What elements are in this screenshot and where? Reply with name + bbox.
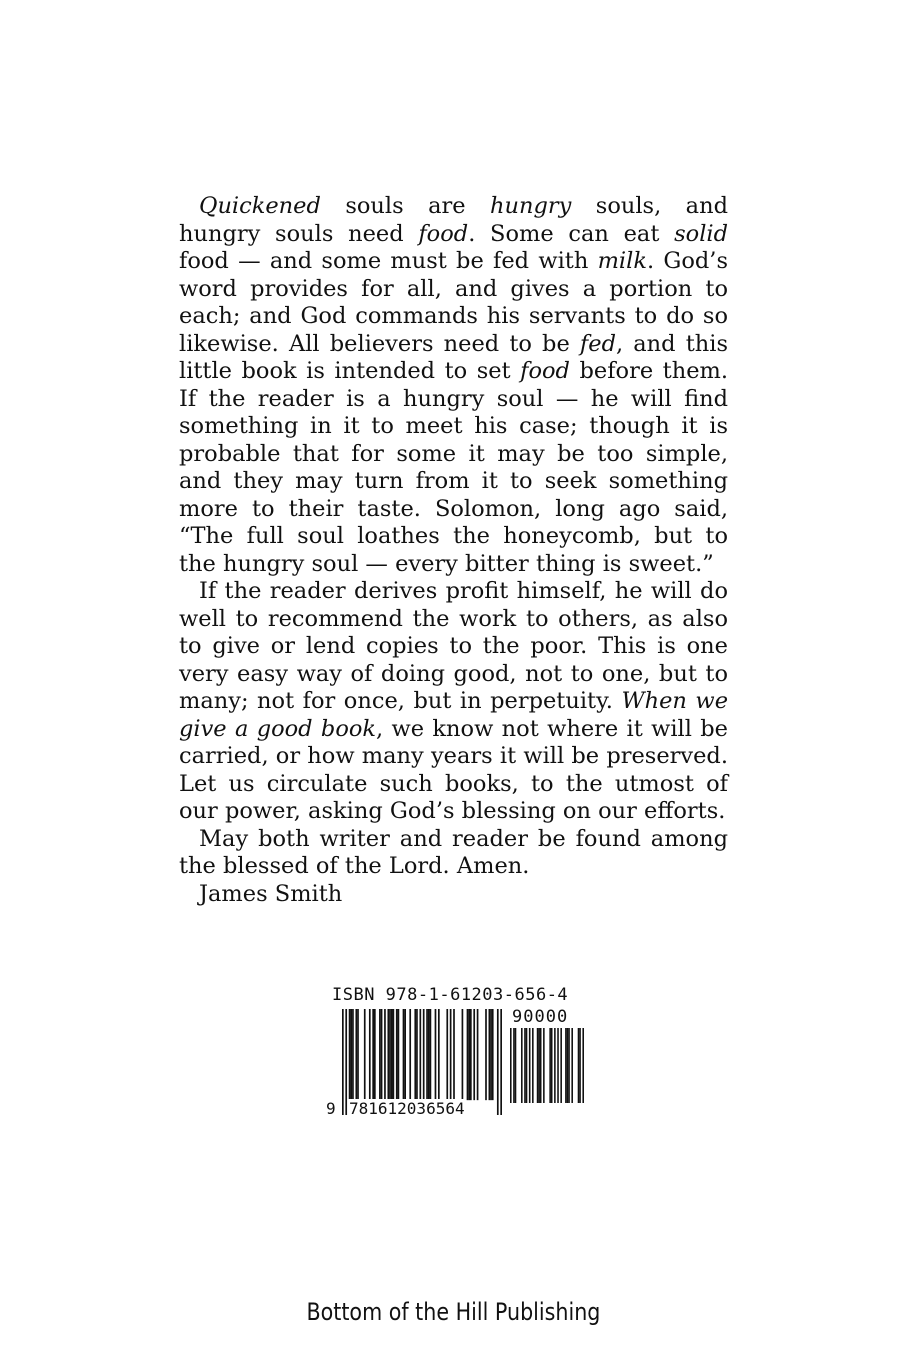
text-run: before them. If the reader is a hungry soul — he will find something in it to meet his case; though it is probable that for some it may be too simple, and they may turn from it to seek something more to their taste. Solomon, long ago said, “The full soul loathes the honeycomb, but to the hungry soul — every bitter thing is sweet.”	[179, 358, 728, 577]
author-signature: James Smith	[199, 880, 343, 907]
barcode-bar	[473, 1009, 475, 1100]
preface-text	[179, 193, 728, 908]
barcode-bar	[490, 1009, 492, 1100]
italic-run: milk	[597, 248, 647, 274]
isbn-barcode	[326, 985, 596, 1135]
paragraph-3	[179, 826, 728, 881]
barcode-bar	[355, 1009, 357, 1100]
barcode-bar	[450, 1009, 452, 1100]
addon-bar	[579, 1028, 581, 1103]
italic-run: food	[520, 358, 570, 384]
text-run: , we know not where it will be carried, or how many years it will be preserved. Let us circulate such books, to the utmost of our power, asking God’s blessing on our efforts.	[179, 715, 728, 824]
barcode-bar	[403, 1009, 405, 1100]
addon-bar	[526, 1028, 528, 1103]
addon-bar	[567, 1028, 569, 1103]
barcode-bar	[468, 1009, 470, 1100]
addon-bar	[515, 1028, 517, 1103]
barcode-bar	[414, 1009, 416, 1100]
barcode-bar	[372, 1009, 374, 1100]
barcode-bar	[477, 1009, 479, 1100]
barcode-digits: 781612036564	[349, 1099, 465, 1118]
publisher-name: Bottom of the Hill Publishing	[306, 1298, 601, 1326]
addon-bar	[568, 1028, 570, 1103]
text-run: souls, and hungry souls need	[179, 193, 728, 247]
addon-bar	[578, 1028, 580, 1103]
barcode-bar	[416, 1009, 418, 1100]
barcode-bar	[379, 1009, 381, 1100]
barcode-bar	[396, 1009, 398, 1100]
text-run: If the reader derives profit himself, he will do well to recommend the work to others, as also to give or lend copies to the poor. This is one very easy way of doing good, not to one, but to many; not for once, but in perpetuity.	[179, 578, 728, 714]
addon-bar	[537, 1028, 539, 1103]
barcode-bar	[426, 1009, 428, 1100]
barcode-bar	[404, 1009, 406, 1100]
text-run: souls are	[320, 193, 490, 219]
barcode-bar	[398, 1009, 400, 1100]
italic-run: hungry	[490, 193, 572, 219]
addon-bar	[513, 1028, 515, 1103]
addon-bar	[582, 1028, 584, 1103]
barcode-bar	[393, 1009, 395, 1100]
paragraph-1	[179, 193, 728, 578]
barcode-bar	[438, 1009, 440, 1100]
addon-bar	[538, 1028, 540, 1103]
addon-bar	[549, 1028, 551, 1103]
addon-bar	[524, 1028, 526, 1103]
barcode-bar	[428, 1009, 430, 1100]
barcode-bar	[409, 1009, 411, 1100]
barcode-bar	[345, 1009, 347, 1115]
text-run: food — and some must be fed with	[179, 248, 598, 274]
paragraph-2	[179, 578, 728, 826]
addon-bar	[560, 1028, 562, 1103]
barcode-bar	[352, 1009, 354, 1100]
addon-bar	[565, 1028, 567, 1103]
italic-run: solid	[674, 220, 728, 247]
addon-bar	[532, 1028, 534, 1103]
barcode-bar	[374, 1009, 376, 1100]
barcode-bar	[492, 1009, 494, 1100]
addon-bar	[554, 1028, 556, 1103]
barcode-bar	[349, 1009, 351, 1100]
text-run: , and this little book is intended to set	[179, 330, 728, 384]
text-run: . God’s word provides for all, and gives a portion to each; and God commands his servants to do so likewise. All believers need to be	[179, 248, 728, 357]
addon-bar	[540, 1028, 542, 1103]
barcode-bar	[384, 1009, 386, 1100]
barcode-bar	[387, 1009, 389, 1100]
addon-bar	[510, 1028, 512, 1103]
addon-bar	[529, 1028, 531, 1103]
barcode-bar	[357, 1009, 359, 1100]
barcode-bar	[369, 1009, 371, 1100]
isbn-label: ISBN 978-1-61203-656-4	[332, 985, 569, 1005]
italic-run: food	[418, 220, 469, 247]
text-run: May both writer and reader be found among the blessed of the Lord. Amen.	[179, 825, 728, 879]
barcode-bar	[350, 1009, 352, 1100]
barcode-bar	[391, 1009, 393, 1100]
barcode-bar	[430, 1009, 432, 1100]
barcode-bar	[467, 1009, 469, 1100]
barcode-bar	[446, 1009, 448, 1100]
addon-bar	[557, 1028, 559, 1103]
text-run: . Some can eat	[468, 220, 675, 247]
barcode-bar	[381, 1009, 383, 1100]
barcode-bar	[462, 1009, 464, 1100]
barcode-bar	[342, 1009, 344, 1115]
addon-digits: 90000	[512, 1007, 569, 1027]
ean5-bars	[510, 1028, 584, 1103]
barcode-bar	[389, 1009, 391, 1100]
barcode-bar	[364, 1009, 366, 1100]
addon-bar	[521, 1028, 523, 1103]
addon-bar	[543, 1028, 545, 1103]
addon-bar	[571, 1028, 573, 1103]
barcode-bar	[470, 1009, 472, 1100]
barcode-bar	[453, 1009, 455, 1100]
italic-run: Quickened	[199, 193, 321, 219]
italic-run: When we give a good book	[179, 688, 729, 742]
addon-bar	[551, 1028, 553, 1103]
barcode-bar	[500, 1009, 502, 1115]
italic-run: fed	[579, 330, 616, 357]
barcode-bar	[489, 1009, 491, 1100]
lead-digit: 9	[326, 1099, 336, 1118]
barcode-bar	[435, 1009, 437, 1100]
barcode-bar	[497, 1009, 499, 1115]
barcode-bar	[485, 1009, 487, 1100]
